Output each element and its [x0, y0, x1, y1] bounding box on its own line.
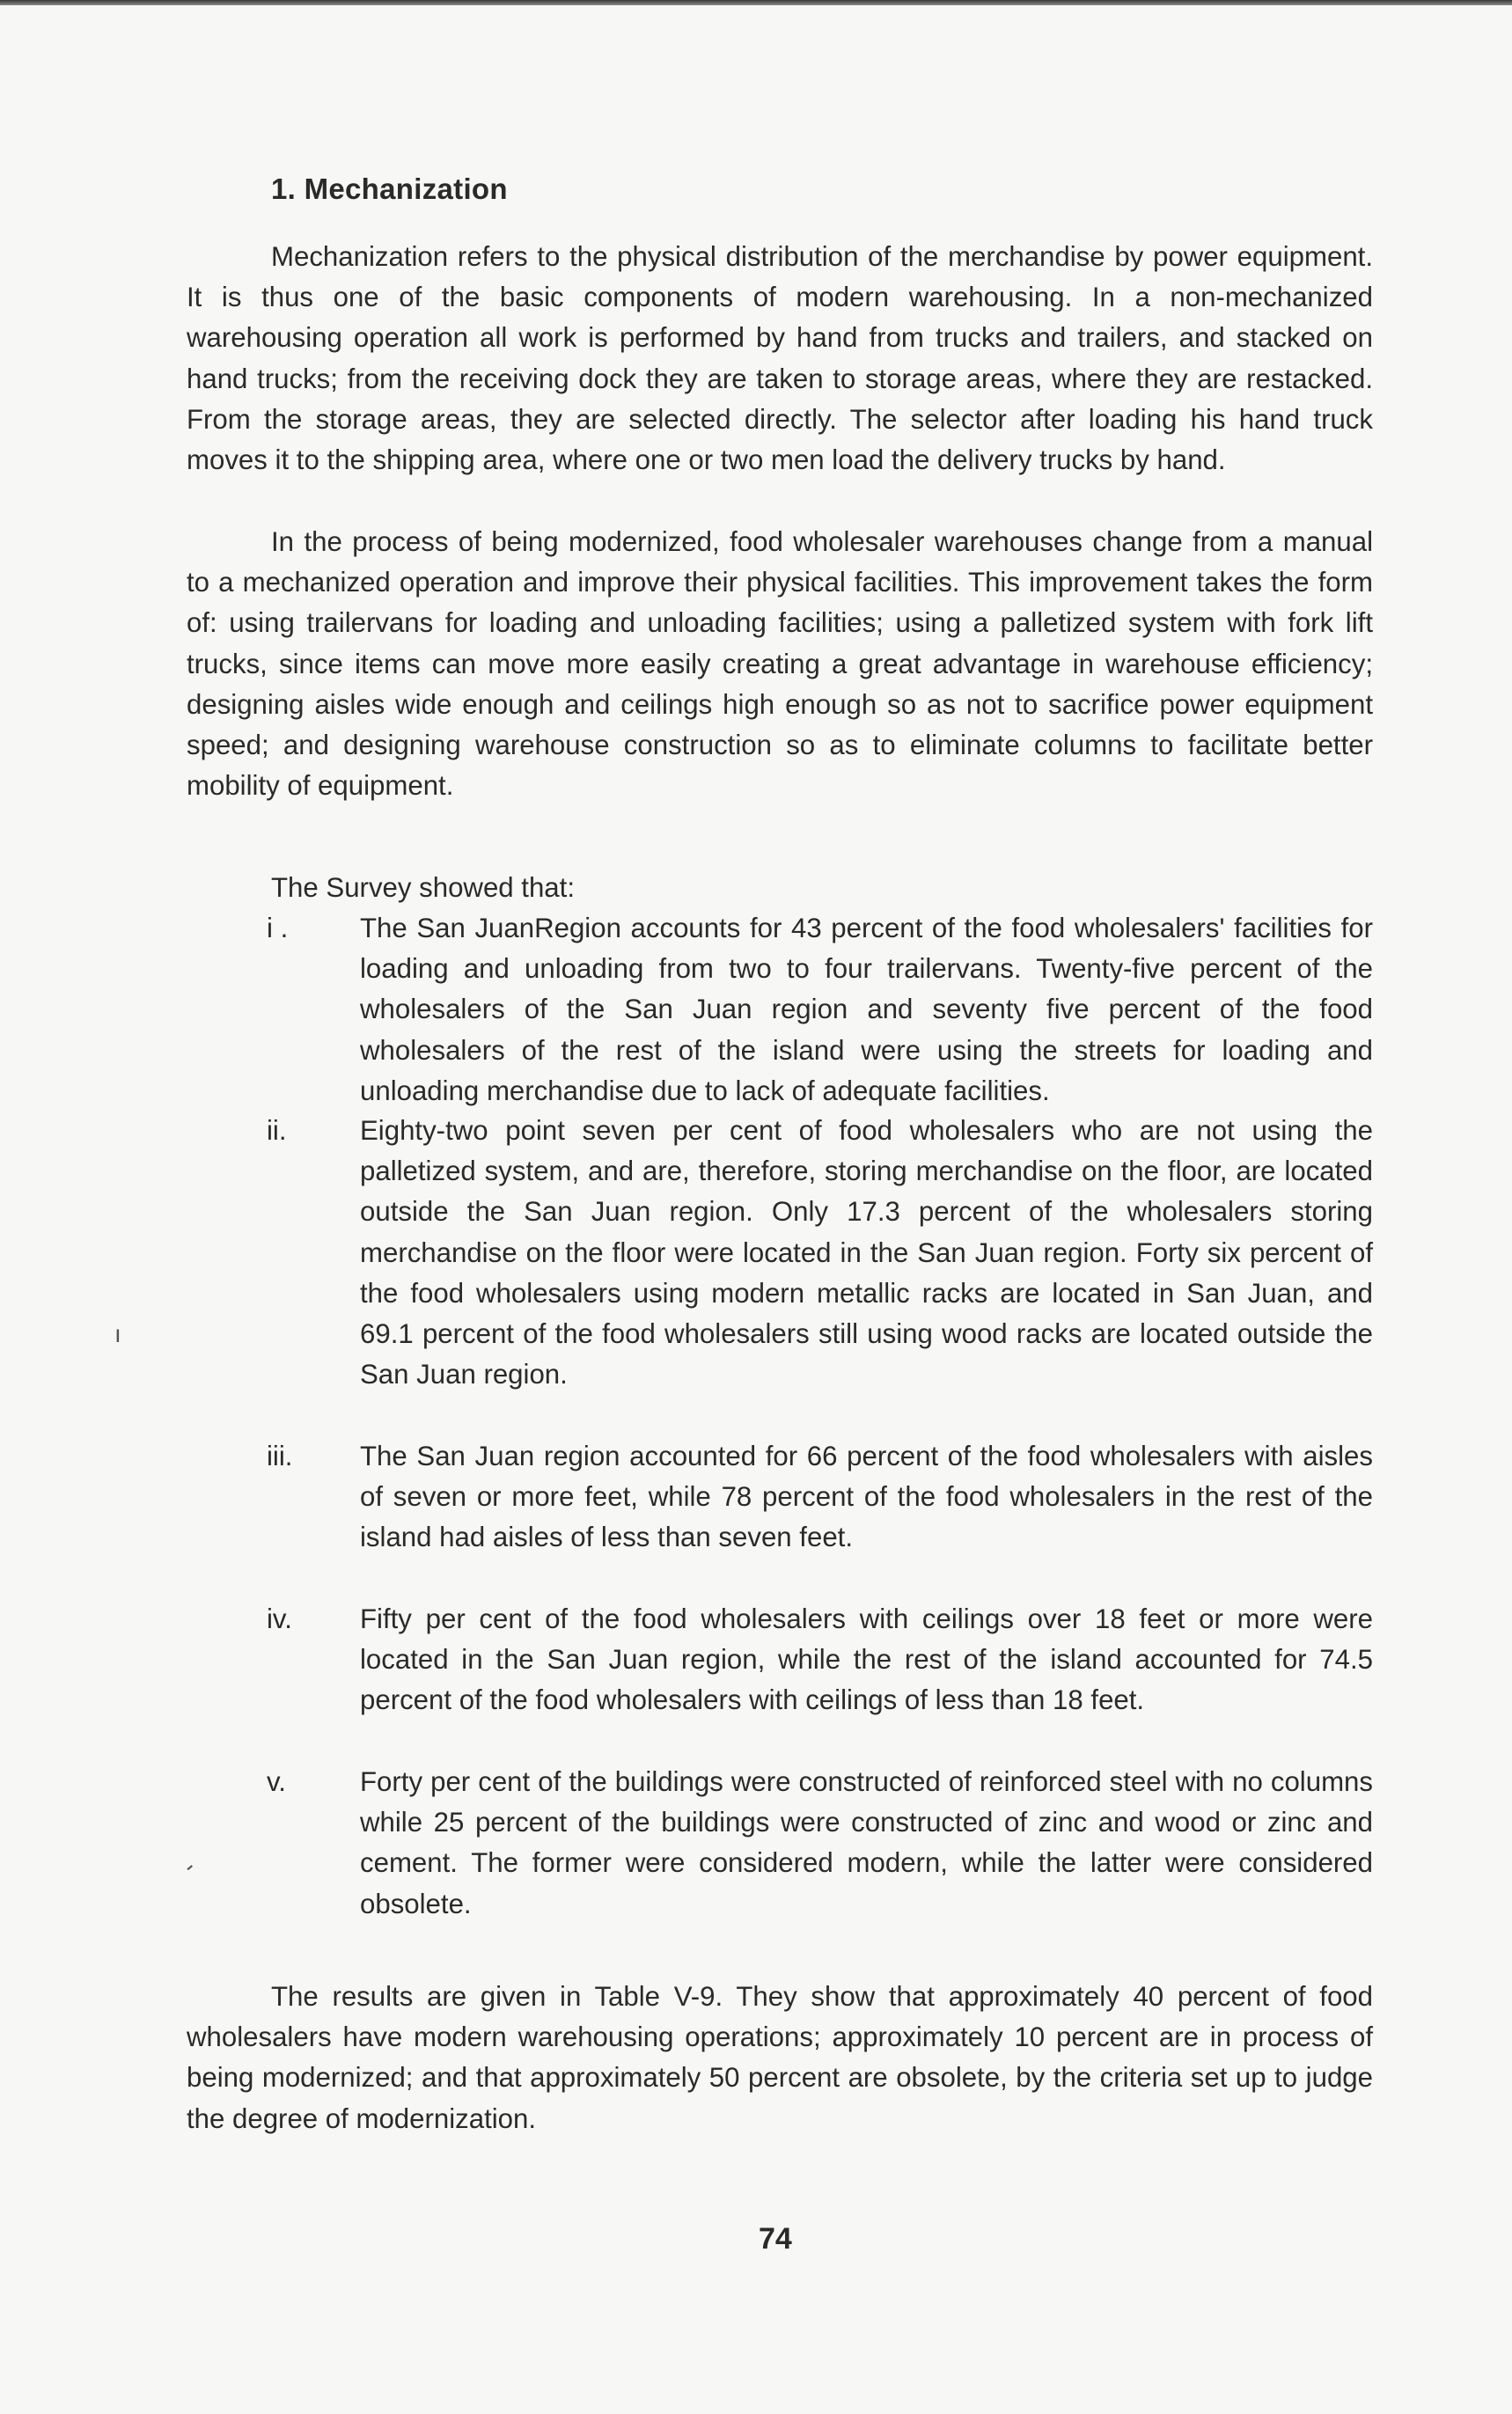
finding-item-iv [187, 1599, 1373, 1762]
finding-item-ii [187, 1111, 1373, 1436]
finding-text: Fifty per cent of the food wholesalers with ceilings over 18 feet or more were located in the San Juan region, while the rest of the island accounted for 74.5 percent of the food wholesalers with ceilings of less than 18 feet. [360, 1603, 1373, 1716]
paragraph-results-summary: The results are given in Table V-9. They show that approximately 40 percent of food wholesalers have modern warehousing operations; approximately 10 percent are in process of being modernized; and that approximately 50 percent are obsolete, by the criteria set up to judge the degree of modernization. [187, 1981, 1373, 2134]
finding-numeral: v. [267, 1766, 286, 1797]
section-heading: 1. Mechanization [271, 172, 508, 205]
finding-numeral: iii. [267, 1441, 293, 1471]
paragraph-modernization-process: In the process of being modernized, food wholesaler warehouses change from a manual to a mechanized operation and improve their physical facilities. This improvement takes the form of: using trailervans for loading and unloading facilities; using a palletized system with fork lift trucks, since items can move more easily creating a great advantage in warehouse efficiency; designing aisles wide enough and ceilings high enough so as not to sacrifice power equipment speed; and designing warehouse construction so as to eliminate columns to facilitate better mobility of equipment. [187, 526, 1373, 802]
survey-intro: The Survey showed that: [271, 872, 575, 903]
finding-numeral: i . [267, 913, 289, 943]
finding-item-iii [187, 1436, 1373, 1599]
finding-numeral: ii. [267, 1115, 287, 1146]
scan-speck: ı [114, 1320, 121, 1347]
finding-text: Forty per cent of the buildings were constructed of reinforced steel with no columns while 25 percent of the buildings were constructed of zinc and wood or zinc and cement. The former were considered modern, while the latter were considered obsolete. [360, 1766, 1373, 1919]
page-number: 74 [759, 2222, 792, 2256]
survey-findings-list [187, 908, 1373, 1925]
finding-text: The San JuanRegion accounts for 43 percent of the food wholesalers' facilities for loading and unloading from two to four trailervans. Twenty-five percent of the wholesalers of the San Juan region and seventy five percent of the food wholesalers of the rest of the island were using the streets for loading and unloading merchandise due to lack of adequate facilities. [360, 913, 1373, 1106]
paragraph-mechanization-definition: Mechanization refers to the physical distribution of the merchandise by power equipment. It is thus one of the basic components of modern warehousing. In a non-mechanized warehousing operation all work is performed by hand from trucks and trailers, and stacked on hand trucks; from the receiving dock they are taken to storage areas, where they are restacked. From the storage areas, they are selected directly. The selector after loading his hand truck moves it to the shipping area, where one or two men load the delivery trucks by hand. [187, 241, 1373, 476]
finding-text: The San Juan region accounted for 66 percent of the food wholesalers with aisles of seven or more feet, while 78 percent of the food wholesalers in the rest of the island had aisles of less than seven feet. [360, 1441, 1373, 1553]
finding-numeral: iv. [267, 1603, 292, 1634]
scan-speck: - [176, 1853, 201, 1880]
finding-item-i [187, 908, 1373, 1111]
scan-top-edge [0, 0, 1512, 5]
finding-text: Eighty-two point seven per cent of food wholesalers who are not using the palletized system, and are, therefore, storing merchandise on the floor, are located outside the San Juan region. Only 17.3 percent of the wholesalers storing merchandise on the floor were located in the San Juan region. Forty six percent of the food wholesalers using modern metallic racks are located in San Juan, and 69.1 percent of the food wholesalers still using wood racks are located outside the San Juan region. [360, 1115, 1373, 1390]
finding-item-v [187, 1762, 1373, 1925]
